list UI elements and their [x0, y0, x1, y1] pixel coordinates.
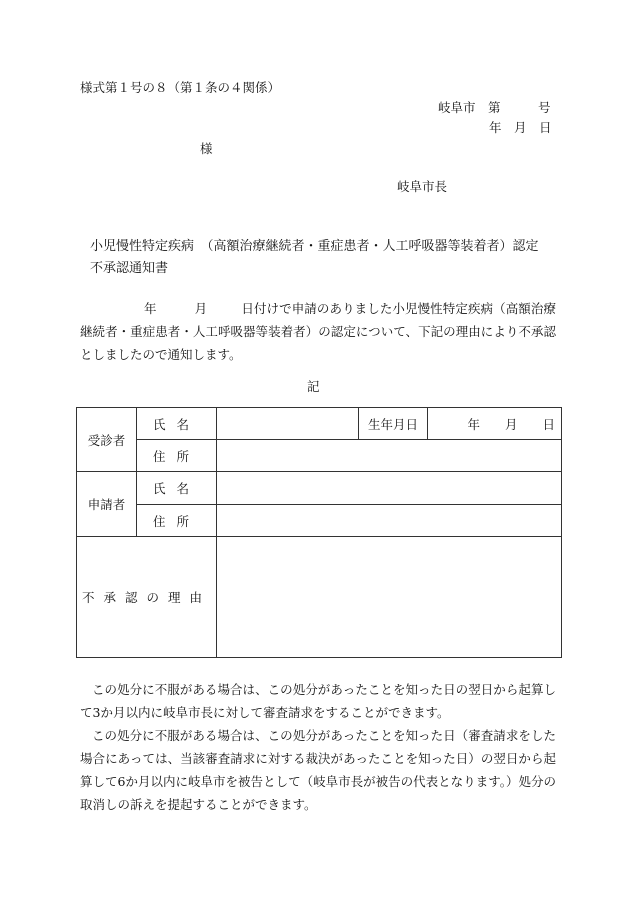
- intro-paragraph: [80, 297, 556, 366]
- document-number: 岐阜市 第 号: [438, 100, 551, 115]
- issue-date: 年 月 日: [489, 120, 552, 135]
- sender-name: 岐阜市長: [397, 179, 448, 194]
- patient-address-value: [217, 440, 562, 472]
- document-title-line2: 不承認通知書: [90, 261, 169, 276]
- notice-review-request: この処分に不服がある場合は、この処分があったことを知った日の翌日から起算して3か月以内に岐阜市長に対して審査請求をすることができます。: [80, 682, 556, 720]
- intro-text: 日付けで申請のありました小児慢性特定疾病（高額治療継続者・重症患者・人工呼吸器等装着者）の認定について、下記の理由により不承認としましたので通知します。: [80, 301, 556, 362]
- patient-name-label: 氏名: [137, 408, 217, 440]
- ki-heading: 記: [307, 379, 320, 394]
- intro-year-unit: 年: [144, 301, 157, 316]
- patient-name-value: [217, 408, 359, 440]
- reason-value: [217, 537, 562, 658]
- applicant-label: 申請者: [77, 472, 137, 537]
- dob-value: 年 月 日: [428, 408, 562, 440]
- reason-label: 不承認の理由: [77, 537, 217, 658]
- applicant-name-value: [217, 472, 562, 505]
- dob-label: 生年月日: [359, 408, 428, 440]
- patient-address-label: 住所: [137, 440, 217, 472]
- applicant-address-value: [217, 505, 562, 537]
- details-table: [76, 407, 562, 658]
- applicant-name-label: 氏名: [137, 472, 217, 505]
- addressee-suffix: 様: [200, 141, 213, 156]
- intro-month-unit: 月: [194, 301, 208, 316]
- applicant-address-label: 住所: [137, 505, 217, 537]
- document-title: 小児慢性特定疾病 （高額治療継続者・重症患者・人工呼吸器等装着者）認定: [90, 239, 539, 254]
- notice-lawsuit: この処分に不服がある場合は、この処分があったことを知った日（審査請求をした場合にあっては、当該審査請求に対する裁決があったことを知った日）の翌日から起算して6か月以内に岐阜市を被告として（岐阜市長が被告の代表となります。）処分の取消しの訴えを提起することができます。: [80, 728, 556, 812]
- patient-label: 受診者: [77, 408, 137, 472]
- form-number: 様式第１号の８（第１条の４関係）: [80, 80, 281, 95]
